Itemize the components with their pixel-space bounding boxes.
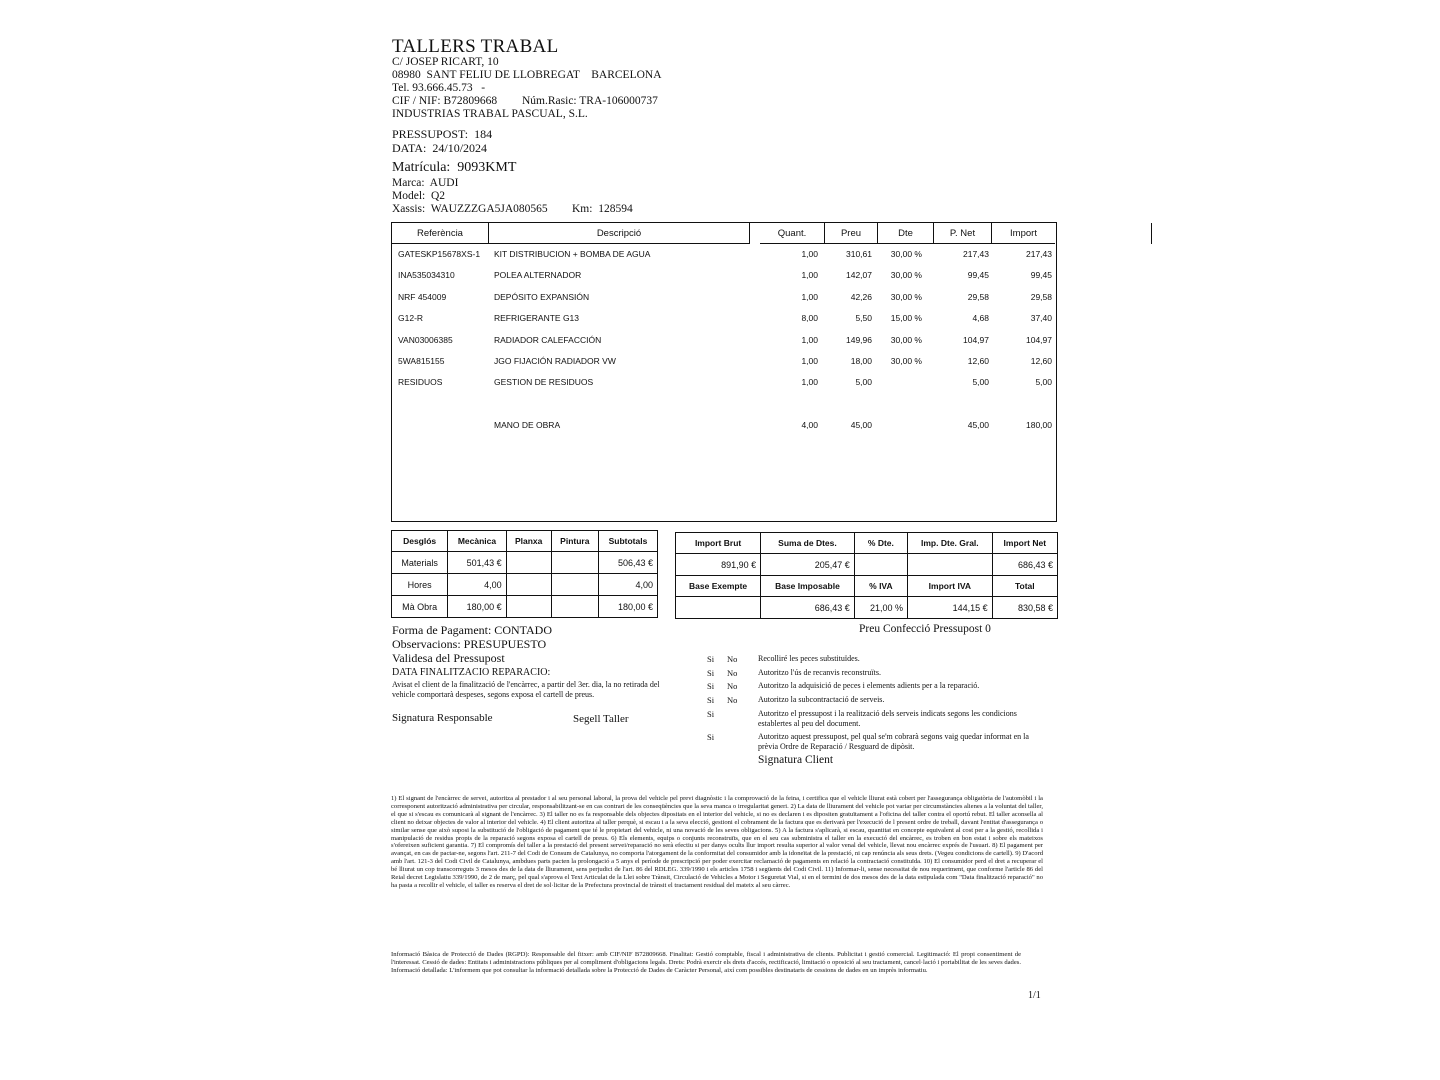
cell-desc: REFRIGERANTE G13 <box>494 313 580 323</box>
cell-disc: 30,00 % <box>890 292 922 302</box>
auth-no: No <box>727 668 738 678</box>
auth-no: No <box>727 681 738 691</box>
cell-price: 5,00 <box>855 377 872 387</box>
end-date-label: DATA FINALITZACIO REPARACIO: <box>392 667 551 678</box>
cell-price: 18,00 <box>850 356 872 366</box>
totals-header: Suma de Dtes. <box>761 533 855 554</box>
breakdown-cell: 180,00 € <box>598 596 657 618</box>
breakdown-cell: 501,43 € <box>448 552 506 574</box>
cell-amount: 217,43 <box>1026 249 1052 259</box>
breakdown-cell <box>506 574 551 596</box>
cell-ref: 5WA815155 <box>398 356 445 366</box>
breakdown-header: Pintura <box>551 531 598 552</box>
auth-yes: Si <box>707 668 715 678</box>
client-signature-label: Signatura Client <box>758 754 834 766</box>
breakdown-cell: Materials <box>392 552 448 574</box>
cell-qty: 1,00 <box>801 249 818 259</box>
legal-conditions: 1) El signant de l'encàrrec de servei, autoritza al prestador i al seu personal laboral, la prova del vehicle pel previ diagnòstic i la comprovació de la feina, i certifica que el vehicle lliurat està cobert per l'assegurança obligatòria de l'automòbil i la corresponent autorització administrativa per circular, responsabilitzant-se en cas contrari de les conseqüències que la seva manca o irregularitat generi. 2) La data de lliurament del vehicle pot variar per circumstàncies alienes a la voluntat del taller, el que si s'escau es comunicarà al signant de l'encàrrec. 3) El taller no es fa responsable dels objectes dipositats en el interior del vehicle, si no es declaren i es dipositen gratuïtament a l'oficina del taller contra el oportú rebut. El taller aconsella al client no deixar objectes de valor al interior del vehicle. 4) El client autoritza al taller perquè, si escau i a la seva elecció, gestioni el cobrament de la factura que es derivarà per l'execució de l present ordre de treball, davant l'entitat d'assegurança o similar sense que això suposi la substitució de l'obligació de pagament que té le propietari del vehicle, ni una novació de les seves obligacions. 5) A la factura s'aplicarà, si escau, quantitat en concepte equivalent al cost per a la gestió, recollida i manipulació de residus propis de la reparació segons exposa el cartell de preus. 6) Els elements, equips o conjunts reconstruïts, que en el seu cas subministra el taller en la execució del encàrrec, es troben en bon estat i sobre els mateixos s'ofereixen suficient garantia. 7) El compromís del taller a la prestació del present servei/reparació no serà efectiu si per danys ocults llur import resulta superior al valor venal del vehicle, llevat nou encàrrec exprés de l'usuari. 8) El pagament per avançat, en cas de pactar-ne, segons l'art. 211-7 del Codi de Consum de Catalunya, no comporta l'atorgament de la conformitat del consumidor amb la idoneïtat de la prestació, ni cap renúncia als seus drets. (Vegeu condicions de cartell). 9) D'acord amb l'art. 121-3 del Codi Civil de Catalunya, ambdues parts pacten la prolongació a 5 anys el període de prescripció per poder exercitar reclamació de pagaments en relació la contractació constituïda. 10) El consumidor perd el dret a recuperar el bé lliurat un cop transcorreguts 3 mesos des de la data de lliurament, sens perjudici de l'art. 86 del RDLEG. 339/1990 i els articles 1758 i següents del Codi Civil. 11) Informar-li, sense necessitat de nou requeriment, que conforme l'article 86 del Reial decret Legislatiu 339/1990, de 2 de març, pel qual s'aprova el Text Articulat de la Llei sobre Trànsit, Circulació de Vehicles a Motor i Seguretat Vial, si en el termini de dos mesos des de la data estipulada com "Data finalització reparació" no ha pasta a recollir el vehicle, el taller es reserva el dret de sol·licitar de la Prefectura provincial de trànsit el tractament residual del mateix al seu càrrec. <box>391 795 1043 889</box>
auth-yes: Si <box>707 732 715 742</box>
cell-desc: KIT DISTRIBUCION + BOMBA DE AGUA <box>494 249 651 259</box>
cell-amount: 104,97 <box>1026 335 1052 345</box>
breakdown-cell <box>551 552 598 574</box>
cell-amount: 5,00 <box>1035 377 1052 387</box>
cell-net: 5,00 <box>972 377 989 387</box>
breakdown-header: Planxa <box>506 531 551 552</box>
cell-qty: 1,00 <box>801 270 818 280</box>
breakdown-cell: 4,00 <box>448 574 506 596</box>
totals-header: Import Net <box>992 533 1057 554</box>
page-number: 1/1 <box>1028 990 1041 1001</box>
cell-amount: 12,60 <box>1030 356 1052 366</box>
company-address: C/ JOSEP RICART, 10 <box>392 56 499 68</box>
breakdown-header: Mecànica <box>448 531 506 552</box>
col-header-discount: Dte <box>878 223 934 244</box>
totals-header: Total <box>992 576 1057 597</box>
discount-sum: 205,47 € <box>761 554 855 576</box>
cell-amount: 29,58 <box>1030 292 1052 302</box>
cell-net: 104,97 <box>963 335 989 345</box>
workshop-stamp-label: Segell Taller <box>573 713 629 725</box>
totals-header: Import IVA <box>908 576 993 597</box>
breakdown-cell: 180,00 € <box>448 596 506 618</box>
cell-desc: MANO DE OBRA <box>494 420 561 430</box>
company-name: TALLERS TRABAL <box>392 36 559 57</box>
cell-qty: 8,00 <box>801 313 818 323</box>
cell-amount: 37,40 <box>1030 313 1052 323</box>
cell-desc: POLEA ALTERNADOR <box>494 270 582 280</box>
taxable-base: 686,43 € <box>761 597 855 619</box>
col-header-amount: Import <box>992 223 1055 244</box>
grand-total: 830,58 € <box>992 597 1057 619</box>
privacy-notice: Informació Bàsica de Protecció de Dades (RGPD): Responsable del fitxer: amb CIF/NIF B72809668. Finalitat: Gestió comptable, fiscal i administrativa de clients. Publicitat i gestió comercial. Legitimació: El propi consentiment de l'interessat. Cessió de dades: Entitats i administracions públiques per al compliment d'obligacions legals. Drets: Podrà exercir els drets d'accés, rectificació, limitació o oposició al seu tractament, cancel·lació i portabilitat de les seves dades. Informació detallada: L'informem que pot consultar la informació detallada sobre la Protecció de Dades de Caràcter Personal, així com possibles destinataris de cessions de dades en un imprès informatiu. <box>391 951 1021 974</box>
auth-yes: Si <box>707 654 715 664</box>
vehicle-brand: Marca: AUDI <box>392 177 459 189</box>
cell-disc: 15,00 % <box>890 313 922 323</box>
budget-lines-table <box>391 222 1057 522</box>
vehicle-model: Model: Q2 <box>392 190 446 202</box>
company-phone: Tel. 93.666.45.73 - <box>392 82 486 94</box>
gross-amount: 891,90 € <box>676 554 761 576</box>
cell-qty: 1,00 <box>801 335 818 345</box>
breakdown-cell <box>506 552 551 574</box>
table-row <box>392 270 1056 284</box>
breakdown-cell: 4,00 <box>598 574 657 596</box>
auth-text: Recolliré les peces substituïdes. <box>758 654 860 663</box>
exempt-base <box>676 597 761 619</box>
vehicle-chassis: Xassis: WAUZZZGA5JA080565 <box>392 203 548 215</box>
table-row <box>392 356 1056 370</box>
company-legal-name: INDUSTRIAS TRABAL PASCUAL, S.L. <box>392 108 588 120</box>
breakdown-cell: Mà Obra <box>392 596 448 618</box>
totals-header: % IVA <box>854 576 907 597</box>
cell-price: 310,61 <box>846 249 872 259</box>
table-row <box>392 335 1056 349</box>
auth-yes: Si <box>707 709 715 719</box>
breakdown-cell <box>551 596 598 618</box>
cell-price: 42,26 <box>850 292 872 302</box>
company-city: 08980 SANT FELIU DE LLOBREGAT BARCELONA <box>392 69 662 81</box>
cell-qty: 1,00 <box>801 356 818 366</box>
col-header-net-price: P. Net <box>934 223 992 244</box>
pickup-notice: Avisat el client de la finalització de l'encàrrec, a partir del 3er. dia, la no retirada del vehicle comportarà despeses, segons exposa el cartell de preus. <box>392 680 660 699</box>
totals-header: Base Imposable <box>761 576 855 597</box>
breakdown-cell: 506,43 € <box>598 552 657 574</box>
auth-yes: Si <box>707 681 715 691</box>
cell-ref: VAN03006385 <box>398 335 453 345</box>
table-row <box>392 313 1056 327</box>
totals-header: Base Exempte <box>676 576 761 597</box>
auth-yes: Si <box>707 695 715 705</box>
auth-text: Autoritzo la subcontractació de serveis. <box>758 695 885 704</box>
table-row <box>392 292 1056 306</box>
company-cif: CIF / NIF: B72809668 <box>392 95 498 107</box>
cell-qty: 1,00 <box>801 377 818 387</box>
cell-ref: NRF 454009 <box>398 292 447 302</box>
cell-price: 45,00 <box>850 420 872 430</box>
col-header-description: Descripció <box>489 223 750 244</box>
cell-amount: 99,45 <box>1030 270 1052 280</box>
cell-desc: JGO FIJACIÓN RADIADOR VW <box>494 356 616 366</box>
cell-desc: DEPÓSITO EXPANSIÓN <box>494 292 590 302</box>
breakdown-header: Desglós <box>392 531 448 552</box>
general-discount <box>908 554 993 576</box>
cell-price: 142,07 <box>846 270 872 280</box>
cell-ref: RESIDUOS <box>398 377 443 387</box>
observations: Observacions: PRESUPUESTO <box>392 637 547 651</box>
cell-price: 5,50 <box>855 313 872 323</box>
cell-net: 4,68 <box>972 313 989 323</box>
totals-header: Imp. Dte. Gral. <box>908 533 993 554</box>
net-amount: 686,43 € <box>992 554 1057 576</box>
col-header-price: Preu <box>825 223 878 244</box>
cell-ref: GATESKP15678XS-1 <box>398 249 481 259</box>
table-row <box>392 249 1056 263</box>
vat-percent: 21,00 % <box>854 597 907 619</box>
auth-text: Autoritzo aquest pressupost, pel qual se'm cobrarà segons vaig quedar informat en la prèvia Ordre de Reparació / Resguard de dipòsit. <box>758 732 1029 751</box>
cell-ref: G12-R <box>398 313 424 323</box>
confection-price: Preu Confecció Pressupost 0 <box>859 623 991 635</box>
cell-net: 45,00 <box>967 420 989 430</box>
cell-disc: 30,00 % <box>890 356 922 366</box>
table-row <box>392 377 1056 391</box>
cell-desc: RADIADOR CALEFACCIÓN <box>494 335 602 345</box>
breakdown-header: Subtotals <box>598 531 657 552</box>
cell-desc: GESTION DE RESIDUOS <box>494 377 594 387</box>
budget-validity: Validesa del Pressupost <box>392 651 505 665</box>
totals-header: Import Brut <box>676 533 761 554</box>
cell-disc: 30,00 % <box>890 335 922 345</box>
vat-amount: 144,15 € <box>908 597 993 619</box>
breakdown-cell <box>506 596 551 618</box>
cell-net: 12,60 <box>967 356 989 366</box>
totals-table <box>675 532 1058 619</box>
budget-date: DATA: 24/10/2024 <box>392 141 488 155</box>
cell-price: 149,96 <box>846 335 872 345</box>
cell-ref: INA535034310 <box>398 270 455 280</box>
breakdown-cell <box>551 574 598 596</box>
discount-percent <box>854 554 907 576</box>
breakdown-table <box>391 530 658 618</box>
col-header-quantity: Quant. <box>760 223 825 244</box>
cell-amount: 180,00 <box>1026 420 1052 430</box>
totals-header: % Dte. <box>854 533 907 554</box>
breakdown-cell: Hores <box>392 574 448 596</box>
table-row <box>392 420 1056 434</box>
cell-net: 99,45 <box>967 270 989 280</box>
vehicle-plate: Matrícula: 9093KMT <box>392 160 517 175</box>
budget-number: PRESSUPOST: 184 <box>392 127 493 141</box>
company-rasic: Núm.Rasic: TRA-106000737 <box>522 95 658 107</box>
cell-qty: 1,00 <box>801 292 818 302</box>
auth-text: Autoritzo l'ús de recanvis reconstruïts. <box>758 668 881 677</box>
auth-no: No <box>727 695 738 705</box>
auth-text: Autoritzo el pressupost i la realització dels serveis indicats segons les condicions establertes al peu del document. <box>758 709 1017 728</box>
col-header-reference: Referència <box>392 223 489 244</box>
cell-net: 217,43 <box>963 249 989 259</box>
cell-qty: 4,00 <box>801 420 818 430</box>
cell-net: 29,58 <box>967 292 989 302</box>
auth-text: Autoritzo la adquisició de peces i elements adients per a la reparació. <box>758 681 980 690</box>
cell-disc: 30,00 % <box>890 270 922 280</box>
auth-no: No <box>727 654 738 664</box>
payment-method: Forma de Pagament: CONTADO <box>392 623 553 637</box>
cell-disc: 30,00 % <box>890 249 922 259</box>
vehicle-km: Km: 128594 <box>572 203 633 215</box>
responsible-signature-label: Signatura Responsable <box>392 712 493 724</box>
